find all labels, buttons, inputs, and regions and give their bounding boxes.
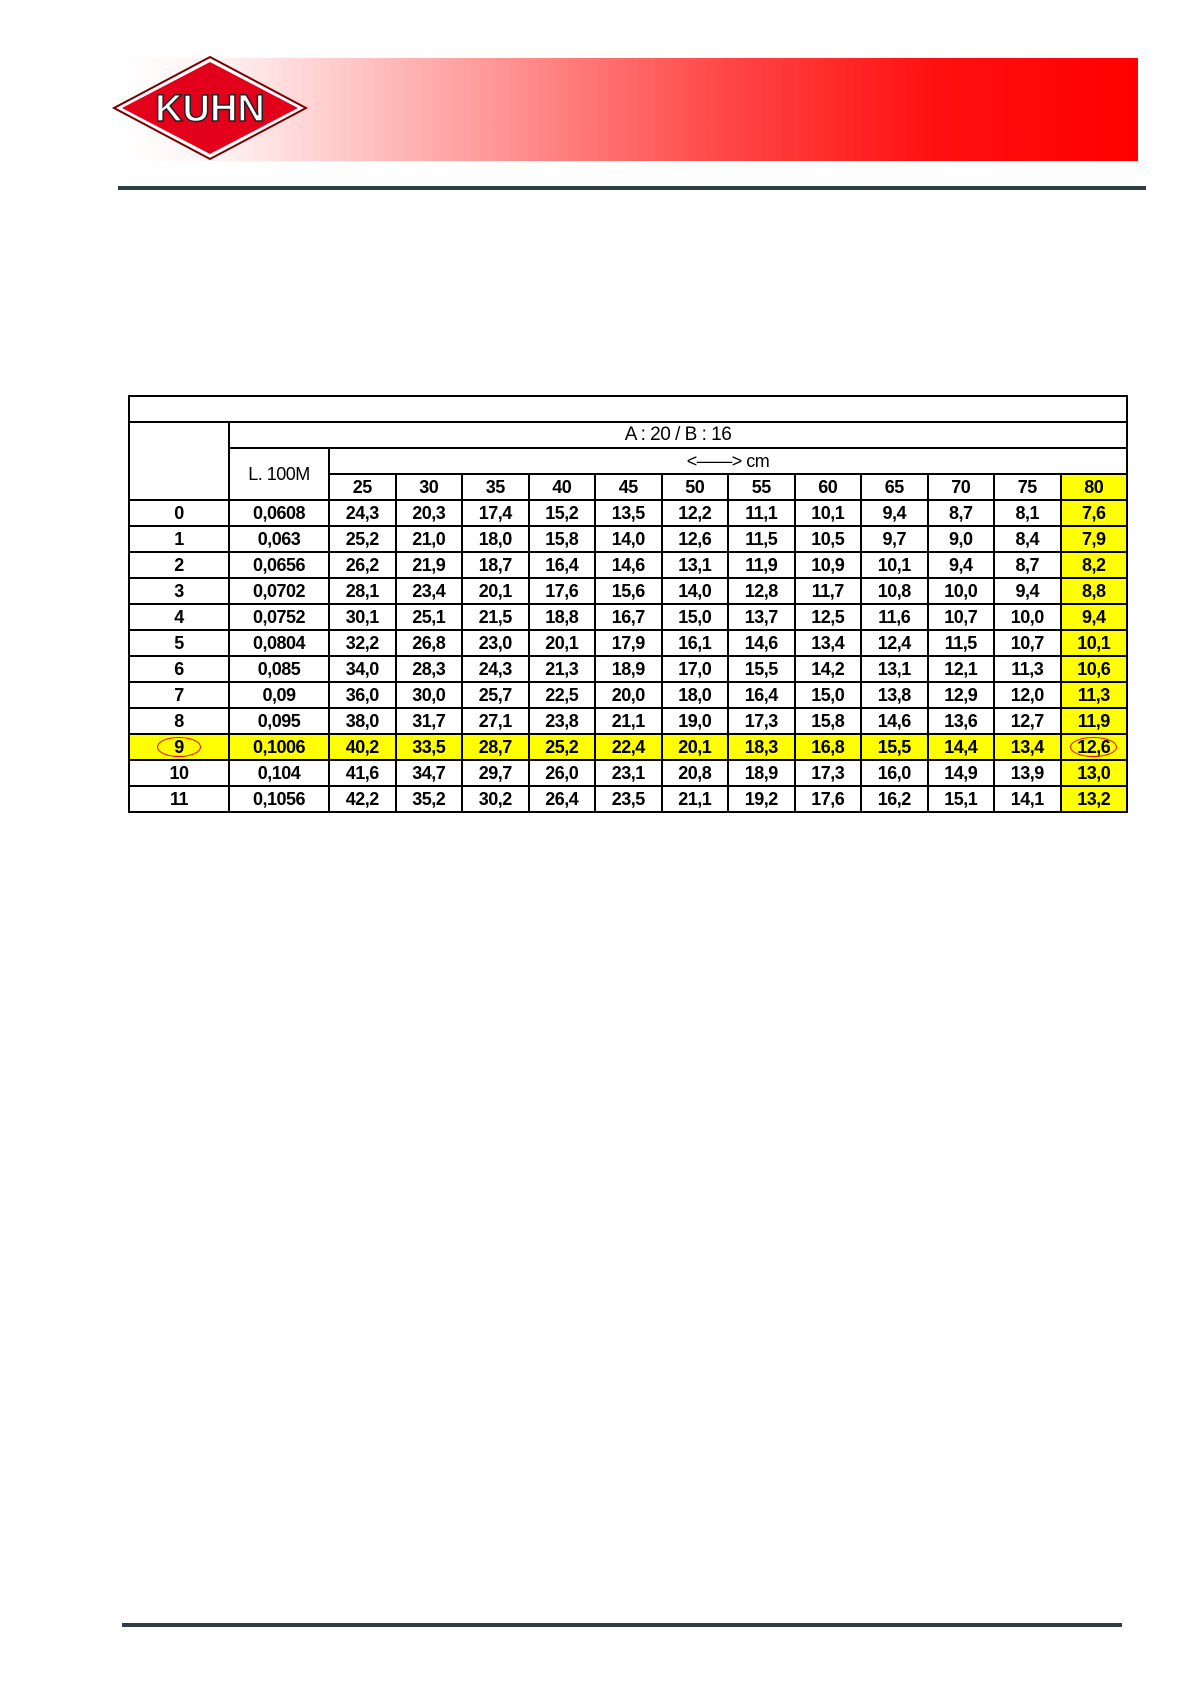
- row-index: 8: [129, 708, 229, 734]
- column-header: 55: [728, 474, 795, 500]
- row-index: 7: [129, 682, 229, 708]
- rate-cell: 38,0: [329, 708, 396, 734]
- rate-cell: 9,7: [861, 526, 928, 552]
- column-header: 30: [396, 474, 463, 500]
- rate-cell: 18,0: [662, 682, 729, 708]
- column-header: 25: [329, 474, 396, 500]
- rate-cell: 17,9: [595, 630, 662, 656]
- column-header: 80: [1061, 474, 1128, 500]
- circled-rate-value: 12,6: [1070, 737, 1117, 757]
- rate-cell: 10,0: [994, 604, 1061, 630]
- table-row: [129, 656, 1127, 682]
- seed-rate-table: [128, 395, 1126, 813]
- rate-cell: 28,1: [329, 578, 396, 604]
- rate-cell: 12,8: [728, 578, 795, 604]
- rate-cell: 11,9: [728, 552, 795, 578]
- rate-cell: 14,0: [595, 526, 662, 552]
- rate-cell: 13,8: [861, 682, 928, 708]
- row-index: 4: [129, 604, 229, 630]
- rate-cell: 11,5: [928, 630, 995, 656]
- rate-cell: 12,2: [662, 500, 729, 526]
- rate-cell: 14,4: [928, 734, 995, 760]
- rate-cell: 11,3: [1061, 682, 1128, 708]
- rate-cell: 13,1: [662, 552, 729, 578]
- rate-cell: 12,4: [861, 630, 928, 656]
- rate-cell: 21,1: [662, 786, 729, 812]
- rate-cell: [1061, 734, 1128, 760]
- rate-cell: 25,2: [329, 526, 396, 552]
- rate-cell: 11,6: [861, 604, 928, 630]
- rate-cell: 24,3: [329, 500, 396, 526]
- rate-cell: 12,6: [662, 526, 729, 552]
- rate-cell: 10,7: [928, 604, 995, 630]
- rate-cell: 8,8: [1061, 578, 1128, 604]
- l100m-value: 0,0608: [229, 500, 329, 526]
- rate-cell: 8,7: [994, 552, 1061, 578]
- rate-cell: 34,7: [396, 760, 463, 786]
- rate-cell: 14,9: [928, 760, 995, 786]
- rate-cell: 10,8: [861, 578, 928, 604]
- row-index: 3: [129, 578, 229, 604]
- l100m-value: 0,1056: [229, 786, 329, 812]
- rate-cell: 20,1: [462, 578, 529, 604]
- table-row: [129, 500, 1127, 526]
- column-header: 45: [595, 474, 662, 500]
- row-index: [129, 734, 229, 760]
- rate-cell: 10,9: [795, 552, 862, 578]
- rate-cell: 9,4: [994, 578, 1061, 604]
- rate-cell: 32,2: [329, 630, 396, 656]
- rate-cell: 11,7: [795, 578, 862, 604]
- rate-cell: 26,8: [396, 630, 463, 656]
- rate-cell: 14,6: [728, 630, 795, 656]
- ab-setting-label: A : 20 / B : 16: [229, 422, 1127, 448]
- rate-cell: 10,0: [928, 578, 995, 604]
- rate-cell: 27,1: [462, 708, 529, 734]
- column-header: 65: [861, 474, 928, 500]
- rate-cell: 14,0: [662, 578, 729, 604]
- rate-cell: 14,2: [795, 656, 862, 682]
- rate-cell: 13,6: [928, 708, 995, 734]
- rate-cell: 21,0: [396, 526, 463, 552]
- rate-cell: 36,0: [329, 682, 396, 708]
- rate-cell: 25,7: [462, 682, 529, 708]
- l100m-value: 0,1006: [229, 734, 329, 760]
- footer-rule: [122, 1623, 1122, 1627]
- unit-label: <——> cm: [329, 448, 1127, 474]
- rate-cell: 24,3: [462, 656, 529, 682]
- table-title-row: [129, 396, 1127, 422]
- rate-cell: 23,0: [462, 630, 529, 656]
- rate-cell: 17,0: [662, 656, 729, 682]
- l100m-value: 0,0702: [229, 578, 329, 604]
- logo-text: KUHN: [155, 88, 265, 130]
- rate-cell: 8,2: [1061, 552, 1128, 578]
- l100m-value: 0,095: [229, 708, 329, 734]
- rate-cell: 16,8: [795, 734, 862, 760]
- table-row: [129, 526, 1127, 552]
- rate-cell: 19,2: [728, 786, 795, 812]
- rate-cell: 9,4: [861, 500, 928, 526]
- rate-cell: 21,5: [462, 604, 529, 630]
- rate-cell: 20,8: [662, 760, 729, 786]
- rate-cell: 10,1: [795, 500, 862, 526]
- column-header: 75: [994, 474, 1061, 500]
- rate-cell: 26,2: [329, 552, 396, 578]
- rate-cell: 11,9: [1061, 708, 1128, 734]
- rate-cell: 33,5: [396, 734, 463, 760]
- rate-cell: 18,9: [595, 656, 662, 682]
- rate-cell: 14,1: [994, 786, 1061, 812]
- rate-cell: 7,6: [1061, 500, 1128, 526]
- rate-cell: 13,9: [994, 760, 1061, 786]
- row-index-header: [129, 422, 229, 500]
- rate-cell: 41,6: [329, 760, 396, 786]
- rate-cell: 14,6: [595, 552, 662, 578]
- rate-cell: 25,1: [396, 604, 463, 630]
- row-index: 1: [129, 526, 229, 552]
- rate-cell: 15,1: [928, 786, 995, 812]
- rate-cell: 15,0: [662, 604, 729, 630]
- rate-cell: 17,3: [728, 708, 795, 734]
- column-header: 70: [928, 474, 995, 500]
- table-row: [129, 708, 1127, 734]
- rate-cell: 22,4: [595, 734, 662, 760]
- rate-cell: 8,4: [994, 526, 1061, 552]
- row-index: 10: [129, 760, 229, 786]
- column-header: 60: [795, 474, 862, 500]
- rate-cell: 21,9: [396, 552, 463, 578]
- l100m-value: 0,0804: [229, 630, 329, 656]
- rate-cell: 23,1: [595, 760, 662, 786]
- rate-cell: 17,4: [462, 500, 529, 526]
- l100m-value: 0,085: [229, 656, 329, 682]
- rate-cell: 16,4: [529, 552, 596, 578]
- rate-cell: 23,8: [529, 708, 596, 734]
- rate-cell: 20,1: [529, 630, 596, 656]
- rate-cell: 40,2: [329, 734, 396, 760]
- column-header: 35: [462, 474, 529, 500]
- rate-cell: 23,4: [396, 578, 463, 604]
- l100m-header: L. 100M: [229, 448, 329, 500]
- rate-cell: 13,0: [1061, 760, 1128, 786]
- rate-cell: 23,5: [595, 786, 662, 812]
- l100m-value: 0,063: [229, 526, 329, 552]
- rate-cell: 17,6: [795, 786, 862, 812]
- row-index: 11: [129, 786, 229, 812]
- rate-cell: 11,1: [728, 500, 795, 526]
- rate-cell: 10,5: [795, 526, 862, 552]
- rate-cell: 11,5: [728, 526, 795, 552]
- rate-cell: 30,1: [329, 604, 396, 630]
- rate-cell: 13,4: [795, 630, 862, 656]
- rate-cell: 10,7: [994, 630, 1061, 656]
- rate-cell: 12,1: [928, 656, 995, 682]
- table-row: [129, 578, 1127, 604]
- rate-cell: 26,0: [529, 760, 596, 786]
- rate-cell: 28,3: [396, 656, 463, 682]
- rate-cell: 29,7: [462, 760, 529, 786]
- row-index: 5: [129, 630, 229, 656]
- rate-cell: 10,1: [861, 552, 928, 578]
- row-index: 6: [129, 656, 229, 682]
- column-header: 50: [662, 474, 729, 500]
- rate-cell: 7,9: [1061, 526, 1128, 552]
- l100m-value: 0,104: [229, 760, 329, 786]
- table-row: [129, 786, 1127, 812]
- rate-cell: 9,0: [928, 526, 995, 552]
- rate-cell: 35,2: [396, 786, 463, 812]
- kuhn-logo: [110, 54, 310, 162]
- table-row: [129, 604, 1127, 630]
- row-index: 2: [129, 552, 229, 578]
- rate-cell: 8,7: [928, 500, 995, 526]
- rate-cell: 30,2: [462, 786, 529, 812]
- l100m-value: 0,09: [229, 682, 329, 708]
- rate-cell: 34,0: [329, 656, 396, 682]
- rate-cell: 11,3: [994, 656, 1061, 682]
- table-row: [129, 630, 1127, 656]
- rate-cell: 22,5: [529, 682, 596, 708]
- rate-cell: 15,5: [861, 734, 928, 760]
- rate-cell: 15,8: [529, 526, 596, 552]
- l100m-value: 0,0752: [229, 604, 329, 630]
- rate-cell: 18,8: [529, 604, 596, 630]
- rate-cell: 13,4: [994, 734, 1061, 760]
- rate-cell: 28,7: [462, 734, 529, 760]
- rate-cell: 12,0: [994, 682, 1061, 708]
- rate-cell: 12,7: [994, 708, 1061, 734]
- rate-cell: 17,6: [529, 578, 596, 604]
- rate-cell: 15,2: [529, 500, 596, 526]
- rate-cell: 15,5: [728, 656, 795, 682]
- rate-cell: 15,6: [595, 578, 662, 604]
- rate-cell: 17,3: [795, 760, 862, 786]
- table-row: [129, 682, 1127, 708]
- rate-cell: 9,4: [928, 552, 995, 578]
- rate-cell: 16,4: [728, 682, 795, 708]
- rate-cell: 16,0: [861, 760, 928, 786]
- rate-cell: 16,1: [662, 630, 729, 656]
- rate-cell: 18,9: [728, 760, 795, 786]
- rate-cell: 15,8: [795, 708, 862, 734]
- rate-cell: 13,5: [595, 500, 662, 526]
- rate-cell: 18,0: [462, 526, 529, 552]
- rate-cell: 13,2: [1061, 786, 1128, 812]
- rate-cell: 20,1: [662, 734, 729, 760]
- rate-cell: 18,3: [728, 734, 795, 760]
- rate-cell: 16,2: [861, 786, 928, 812]
- calibration-table: [128, 395, 1128, 813]
- rate-cell: 26,4: [529, 786, 596, 812]
- rate-cell: 16,7: [595, 604, 662, 630]
- rate-cell: 19,0: [662, 708, 729, 734]
- rate-cell: 9,4: [1061, 604, 1128, 630]
- rate-cell: 20,3: [396, 500, 463, 526]
- table-row: [129, 734, 1127, 760]
- rate-cell: 12,9: [928, 682, 995, 708]
- column-header: 40: [529, 474, 596, 500]
- rate-cell: 25,2: [529, 734, 596, 760]
- rate-cell: 13,7: [728, 604, 795, 630]
- rate-cell: 30,0: [396, 682, 463, 708]
- rate-cell: 15,0: [795, 682, 862, 708]
- rate-cell: 18,7: [462, 552, 529, 578]
- rate-cell: 31,7: [396, 708, 463, 734]
- rate-cell: 12,5: [795, 604, 862, 630]
- row-index: 0: [129, 500, 229, 526]
- rate-cell: 14,6: [861, 708, 928, 734]
- rate-cell: 20,0: [595, 682, 662, 708]
- circled-row-index: 9: [157, 737, 201, 757]
- rate-cell: 13,1: [861, 656, 928, 682]
- rate-cell: 21,3: [529, 656, 596, 682]
- rate-cell: 42,2: [329, 786, 396, 812]
- table-row: [129, 760, 1127, 786]
- rate-cell: 21,1: [595, 708, 662, 734]
- l100m-value: 0,0656: [229, 552, 329, 578]
- rate-cell: 10,6: [1061, 656, 1128, 682]
- rate-cell: 10,1: [1061, 630, 1128, 656]
- table-row: [129, 552, 1127, 578]
- header-rule: [118, 186, 1146, 190]
- rate-cell: 8,1: [994, 500, 1061, 526]
